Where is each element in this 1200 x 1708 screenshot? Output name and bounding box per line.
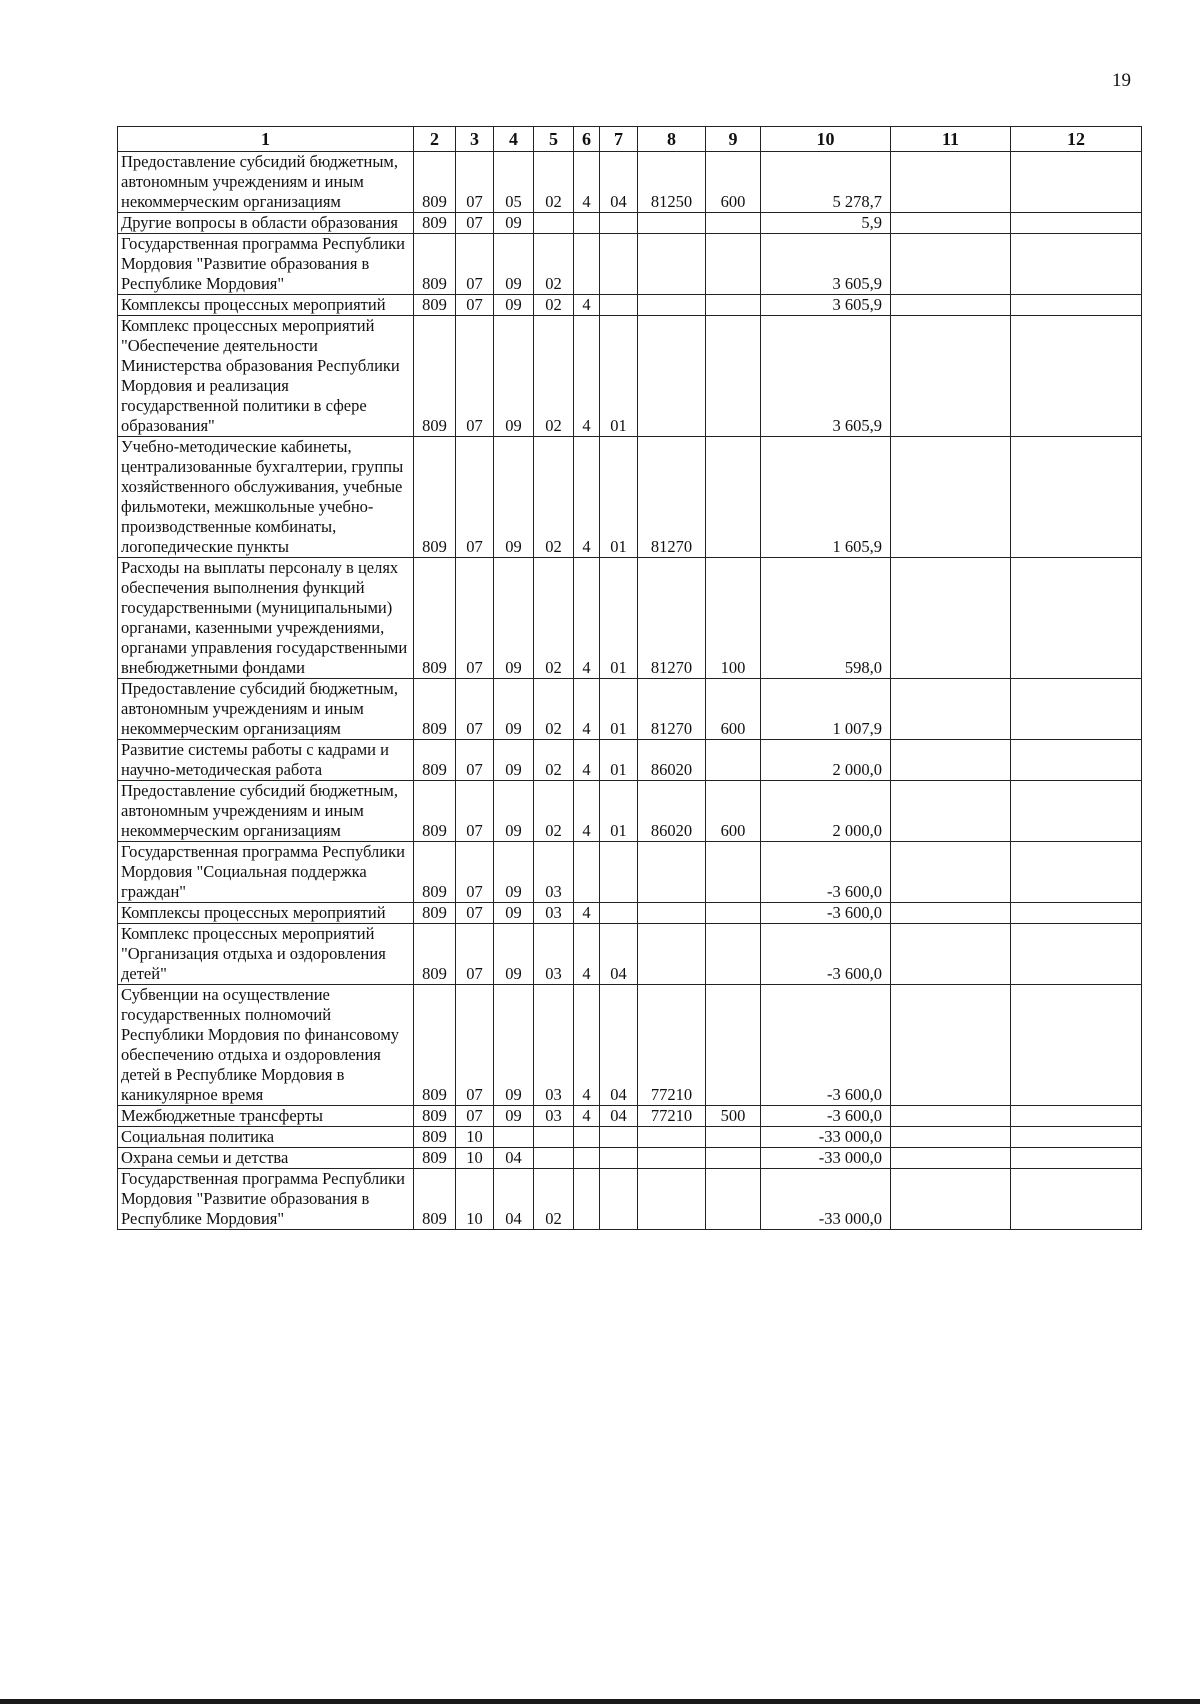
subsection-code-cell: 09 [494, 679, 534, 740]
expense-type-cell: 600 [706, 781, 761, 842]
expense-type-cell [706, 903, 761, 924]
subsection-code-cell: 09 [494, 295, 534, 316]
expense-name-cell: Межбюджетные трансферты [118, 1106, 414, 1127]
section-code-cell: 07 [456, 985, 494, 1106]
subprogram-type-cell [574, 234, 600, 295]
subsection-code-cell: 05 [494, 152, 534, 213]
column-header: 9 [706, 127, 761, 152]
expense-type-cell [706, 924, 761, 985]
amount-cell: -33 000,0 [761, 1148, 891, 1169]
direction-code-cell [638, 1169, 706, 1230]
column-header: 4 [494, 127, 534, 152]
expense-name-cell: Другие вопросы в области образования [118, 213, 414, 234]
section-code-cell: 07 [456, 679, 494, 740]
column-11-cell [891, 213, 1011, 234]
amount-cell: -3 600,0 [761, 985, 891, 1106]
subsection-code-cell: 09 [494, 213, 534, 234]
program-code-cell: 02 [534, 558, 574, 679]
column-header: 10 [761, 127, 891, 152]
section-code-cell: 07 [456, 152, 494, 213]
column-12-cell [1011, 740, 1142, 781]
subprogram-type-cell [574, 213, 600, 234]
column-11-cell [891, 1148, 1011, 1169]
complex-code-cell: 01 [600, 558, 638, 679]
subprogram-type-cell: 4 [574, 781, 600, 842]
expense-type-cell [706, 1148, 761, 1169]
complex-code-cell: 04 [600, 152, 638, 213]
table-row [118, 903, 1142, 924]
table-row [118, 295, 1142, 316]
section-code-cell: 10 [456, 1127, 494, 1148]
expense-type-cell [706, 1127, 761, 1148]
subprogram-type-cell: 4 [574, 903, 600, 924]
table-row [118, 1148, 1142, 1169]
expense-name-cell: Охрана семьи и детства [118, 1148, 414, 1169]
expense-type-cell [706, 1169, 761, 1230]
column-12-cell [1011, 152, 1142, 213]
subsection-code-cell: 09 [494, 781, 534, 842]
amount-cell: 1 007,9 [761, 679, 891, 740]
section-code-cell: 07 [456, 558, 494, 679]
program-code-cell: 02 [534, 316, 574, 437]
section-code-cell: 07 [456, 1106, 494, 1127]
column-header: 8 [638, 127, 706, 152]
direction-code-cell [638, 295, 706, 316]
direction-code-cell: 77210 [638, 1106, 706, 1127]
section-code-cell: 07 [456, 437, 494, 558]
section-code-cell: 10 [456, 1148, 494, 1169]
table-row [118, 842, 1142, 903]
section-code-cell: 10 [456, 1169, 494, 1230]
expense-type-cell [706, 740, 761, 781]
column-header: 2 [414, 127, 456, 152]
column-header: 3 [456, 127, 494, 152]
direction-code-cell [638, 234, 706, 295]
column-12-cell [1011, 1169, 1142, 1230]
expense-type-cell: 100 [706, 558, 761, 679]
ministry-code-cell: 809 [414, 152, 456, 213]
section-code-cell: 07 [456, 740, 494, 781]
column-12-cell [1011, 1127, 1142, 1148]
column-header: 1 [118, 127, 414, 152]
amount-cell: 3 605,9 [761, 234, 891, 295]
expense-name-cell: Государственная программа Республики Мордовия "Социальная поддержка граждан" [118, 842, 414, 903]
expense-type-cell [706, 842, 761, 903]
expense-type-cell: 600 [706, 152, 761, 213]
subprogram-type-cell: 4 [574, 1106, 600, 1127]
column-12-cell [1011, 213, 1142, 234]
column-11-cell [891, 558, 1011, 679]
expense-type-cell [706, 213, 761, 234]
expense-name-cell: Развитие системы работы с кадрами и научно-методическая работа [118, 740, 414, 781]
amount-cell: -3 600,0 [761, 842, 891, 903]
table-body [118, 152, 1142, 1230]
expense-name-cell: Социальная политика [118, 1127, 414, 1148]
column-11-cell [891, 1127, 1011, 1148]
section-code-cell: 07 [456, 924, 494, 985]
program-code-cell: 02 [534, 152, 574, 213]
subprogram-type-cell: 4 [574, 558, 600, 679]
complex-code-cell: 01 [600, 437, 638, 558]
complex-code-cell [600, 213, 638, 234]
ministry-code-cell: 809 [414, 1169, 456, 1230]
expense-type-cell [706, 985, 761, 1106]
subsection-code-cell: 09 [494, 842, 534, 903]
amount-cell: 3 605,9 [761, 295, 891, 316]
program-code-cell: 02 [534, 781, 574, 842]
direction-code-cell: 77210 [638, 985, 706, 1106]
expense-type-cell: 600 [706, 679, 761, 740]
direction-code-cell [638, 842, 706, 903]
direction-code-cell [638, 903, 706, 924]
expense-name-cell: Предоставление субсидий бюджетным, автономным учреждениям и иным некоммерческим организациям [118, 679, 414, 740]
amount-cell: -3 600,0 [761, 924, 891, 985]
program-code-cell: 02 [534, 740, 574, 781]
amount-cell: 598,0 [761, 558, 891, 679]
ministry-code-cell: 809 [414, 903, 456, 924]
ministry-code-cell: 809 [414, 781, 456, 842]
direction-code-cell: 81270 [638, 558, 706, 679]
program-code-cell: 02 [534, 234, 574, 295]
direction-code-cell [638, 316, 706, 437]
expense-type-cell [706, 234, 761, 295]
column-12-cell [1011, 295, 1142, 316]
table-row [118, 1106, 1142, 1127]
ministry-code-cell: 809 [414, 679, 456, 740]
program-code-cell [534, 213, 574, 234]
column-12-cell [1011, 903, 1142, 924]
subsection-code-cell: 09 [494, 234, 534, 295]
complex-code-cell: 04 [600, 985, 638, 1106]
subprogram-type-cell: 4 [574, 152, 600, 213]
amount-cell: -33 000,0 [761, 1127, 891, 1148]
column-header: 7 [600, 127, 638, 152]
subsection-code-cell: 09 [494, 924, 534, 985]
ministry-code-cell: 809 [414, 924, 456, 985]
expense-type-cell [706, 437, 761, 558]
scan-edge-rule [0, 1699, 1200, 1704]
direction-code-cell: 86020 [638, 740, 706, 781]
column-header: 11 [891, 127, 1011, 152]
column-11-cell [891, 924, 1011, 985]
expense-name-cell: Комплексы процессных мероприятий [118, 903, 414, 924]
program-code-cell: 02 [534, 295, 574, 316]
complex-code-cell: 01 [600, 781, 638, 842]
column-12-cell [1011, 234, 1142, 295]
ministry-code-cell: 809 [414, 740, 456, 781]
amount-cell: -3 600,0 [761, 903, 891, 924]
column-11-cell [891, 437, 1011, 558]
program-code-cell: 02 [534, 437, 574, 558]
column-11-cell [891, 842, 1011, 903]
ministry-code-cell: 809 [414, 1127, 456, 1148]
program-code-cell: 03 [534, 924, 574, 985]
direction-code-cell: 81270 [638, 437, 706, 558]
table-row [118, 781, 1142, 842]
section-code-cell: 07 [456, 842, 494, 903]
table-row [118, 316, 1142, 437]
expense-name-cell: Предоставление субсидий бюджетным, автономным учреждениям и иным некоммерческим организациям [118, 781, 414, 842]
amount-cell: 2 000,0 [761, 781, 891, 842]
column-11-cell [891, 985, 1011, 1106]
table-row [118, 558, 1142, 679]
complex-code-cell [600, 903, 638, 924]
direction-code-cell: 81250 [638, 152, 706, 213]
subprogram-type-cell: 4 [574, 679, 600, 740]
section-code-cell: 07 [456, 316, 494, 437]
column-11-cell [891, 316, 1011, 437]
direction-code-cell [638, 1148, 706, 1169]
table-row [118, 152, 1142, 213]
subprogram-type-cell [574, 842, 600, 903]
amount-cell: 5 278,7 [761, 152, 891, 213]
direction-code-cell: 86020 [638, 781, 706, 842]
direction-code-cell [638, 1127, 706, 1148]
column-12-cell [1011, 316, 1142, 437]
program-code-cell: 03 [534, 985, 574, 1106]
column-11-cell [891, 679, 1011, 740]
section-code-cell: 07 [456, 234, 494, 295]
subsection-code-cell: 09 [494, 437, 534, 558]
program-code-cell [534, 1127, 574, 1148]
subprogram-type-cell: 4 [574, 437, 600, 558]
amount-cell: -3 600,0 [761, 1106, 891, 1127]
expense-name-cell: Государственная программа Республики Мордовия "Развитие образования в Республике Мордовия" [118, 1169, 414, 1230]
column-11-cell [891, 234, 1011, 295]
column-12-cell [1011, 924, 1142, 985]
subsection-code-cell: 09 [494, 1106, 534, 1127]
program-code-cell: 03 [534, 1106, 574, 1127]
column-12-cell [1011, 781, 1142, 842]
column-11-cell [891, 152, 1011, 213]
table-row [118, 740, 1142, 781]
expense-name-cell: Учебно-методические кабинеты, централизованные бухгалтерии, группы хозяйственного обслуживания, учебные фильмотеки, межшкольные учебно-производственные комбинаты, логопедические пункты [118, 437, 414, 558]
ministry-code-cell: 809 [414, 985, 456, 1106]
column-header: 12 [1011, 127, 1142, 152]
subsection-code-cell: 04 [494, 1148, 534, 1169]
column-12-cell [1011, 985, 1142, 1106]
section-code-cell: 07 [456, 295, 494, 316]
program-code-cell [534, 1148, 574, 1169]
expense-name-cell: Комплекс процессных мероприятий "Организация отдыха и оздоровления детей" [118, 924, 414, 985]
subsection-code-cell [494, 1127, 534, 1148]
expense-name-cell: Предоставление субсидий бюджетным, автономным учреждениям и иным некоммерческим организациям [118, 152, 414, 213]
direction-code-cell: 81270 [638, 679, 706, 740]
subsection-code-cell: 09 [494, 985, 534, 1106]
section-code-cell: 07 [456, 781, 494, 842]
program-code-cell: 02 [534, 1169, 574, 1230]
complex-code-cell: 04 [600, 924, 638, 985]
expense-name-cell: Комплекс процессных мероприятий "Обеспечение деятельности Министерства образования Республики Мордовия и реализация государственной политики в сфере образования" [118, 316, 414, 437]
budget-table [117, 126, 1142, 1230]
expense-type-cell: 500 [706, 1106, 761, 1127]
subprogram-type-cell [574, 1148, 600, 1169]
expense-name-cell: Комплексы процессных мероприятий [118, 295, 414, 316]
expense-type-cell [706, 316, 761, 437]
column-11-cell [891, 1169, 1011, 1230]
program-code-cell: 03 [534, 842, 574, 903]
column-12-cell [1011, 679, 1142, 740]
complex-code-cell [600, 1148, 638, 1169]
complex-code-cell [600, 295, 638, 316]
complex-code-cell [600, 234, 638, 295]
table-row [118, 437, 1142, 558]
complex-code-cell: 01 [600, 679, 638, 740]
subprogram-type-cell: 4 [574, 295, 600, 316]
table-row [118, 1169, 1142, 1230]
table-row [118, 1127, 1142, 1148]
table-row [118, 234, 1142, 295]
program-code-cell: 03 [534, 903, 574, 924]
complex-code-cell [600, 1127, 638, 1148]
table-row [118, 924, 1142, 985]
column-12-cell [1011, 1106, 1142, 1127]
subprogram-type-cell [574, 1169, 600, 1230]
complex-code-cell: 01 [600, 740, 638, 781]
amount-cell: 3 605,9 [761, 316, 891, 437]
section-code-cell: 07 [456, 903, 494, 924]
column-11-cell [891, 781, 1011, 842]
direction-code-cell [638, 924, 706, 985]
ministry-code-cell: 809 [414, 1148, 456, 1169]
expense-name-cell: Государственная программа Республики Мордовия "Развитие образования в Республике Мордовия" [118, 234, 414, 295]
column-11-cell [891, 903, 1011, 924]
expense-name-cell: Субвенции на осуществление государственных полномочий Республики Мордовия по финансовому обеспечению отдыха и оздоровления детей в Республике Мордовия в каникулярное время [118, 985, 414, 1106]
direction-code-cell [638, 213, 706, 234]
expense-name-cell: Расходы на выплаты персоналу в целях обеспечения выполнения функций государственными (муниципальными) органами, казенными учреждениями, органами управления государственными внебюджетными фондами [118, 558, 414, 679]
amount-cell: -33 000,0 [761, 1169, 891, 1230]
amount-cell: 1 605,9 [761, 437, 891, 558]
subprogram-type-cell: 4 [574, 740, 600, 781]
subsection-code-cell: 09 [494, 558, 534, 679]
amount-cell: 5,9 [761, 213, 891, 234]
ministry-code-cell: 809 [414, 316, 456, 437]
complex-code-cell [600, 842, 638, 903]
column-11-cell [891, 740, 1011, 781]
page-number: 19 [1112, 70, 1131, 91]
complex-code-cell: 04 [600, 1106, 638, 1127]
column-11-cell [891, 295, 1011, 316]
table-row [118, 985, 1142, 1106]
subsection-code-cell: 09 [494, 740, 534, 781]
table-row [118, 679, 1142, 740]
column-header: 5 [534, 127, 574, 152]
ministry-code-cell: 809 [414, 213, 456, 234]
subprogram-type-cell: 4 [574, 924, 600, 985]
program-code-cell: 02 [534, 679, 574, 740]
amount-cell: 2 000,0 [761, 740, 891, 781]
subprogram-type-cell [574, 1127, 600, 1148]
column-12-cell [1011, 1148, 1142, 1169]
ministry-code-cell: 809 [414, 234, 456, 295]
column-12-cell [1011, 437, 1142, 558]
subprogram-type-cell: 4 [574, 985, 600, 1106]
subsection-code-cell: 04 [494, 1169, 534, 1230]
complex-code-cell [600, 1169, 638, 1230]
column-12-cell [1011, 558, 1142, 679]
table-row [118, 213, 1142, 234]
complex-code-cell: 01 [600, 316, 638, 437]
column-header: 6 [574, 127, 600, 152]
column-11-cell [891, 1106, 1011, 1127]
section-code-cell: 07 [456, 213, 494, 234]
column-12-cell [1011, 842, 1142, 903]
subsection-code-cell: 09 [494, 316, 534, 437]
ministry-code-cell: 809 [414, 842, 456, 903]
ministry-code-cell: 809 [414, 558, 456, 679]
ministry-code-cell: 809 [414, 1106, 456, 1127]
ministry-code-cell: 809 [414, 437, 456, 558]
subsection-code-cell: 09 [494, 903, 534, 924]
subprogram-type-cell: 4 [574, 316, 600, 437]
ministry-code-cell: 809 [414, 295, 456, 316]
table-header-row [118, 127, 1142, 152]
expense-type-cell [706, 295, 761, 316]
